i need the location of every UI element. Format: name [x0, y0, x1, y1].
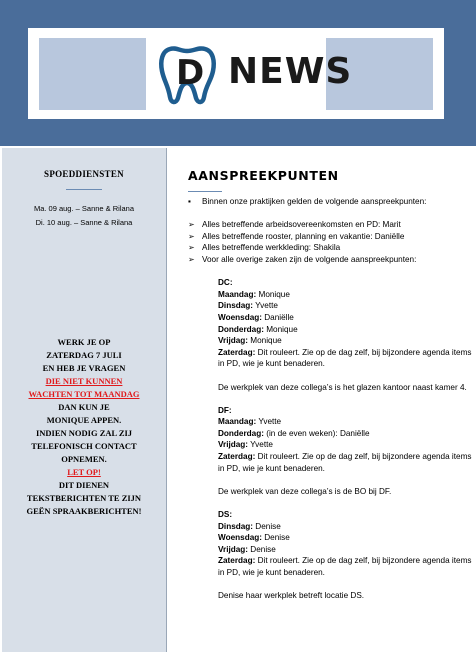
notice-line: DAN KUN JE [58, 402, 110, 412]
arrow-bullet-icon: ➢ [188, 243, 195, 253]
banner-panel-left [39, 38, 146, 110]
schedule-row [218, 451, 472, 474]
header-band [0, 0, 476, 146]
location-ds [188, 509, 472, 602]
arrow-item [188, 231, 472, 243]
day-label: Woensdag: [218, 312, 262, 322]
day-contact: Denise [253, 521, 281, 531]
day-label: Vrijdag: [218, 336, 249, 346]
notice-line: INDIEN NODIG ZAL ZIJ [35, 428, 133, 438]
location-name: DS: [218, 510, 233, 520]
location-note: De werkplek van deze collega’s is het glazen kantoor naast kamer 4. [218, 382, 467, 392]
day-contact: Monique [248, 336, 282, 346]
arrow-item [188, 219, 472, 231]
masthead-banner [28, 28, 444, 119]
duty-line: Ma. 09 aug. – Sanne & Rilana [33, 204, 135, 213]
notice-line-alert: DIE NIET KUNNEN [45, 376, 123, 386]
day-label: Dinsdag: [218, 521, 254, 531]
contacts-body [188, 196, 472, 602]
spacer [218, 370, 472, 382]
schedule-row [218, 555, 472, 578]
logo-letter: D [176, 53, 205, 93]
schedule-row [218, 416, 472, 428]
schedule-row [218, 335, 472, 347]
notice-block [2, 336, 166, 518]
day-label: Donderdag: [218, 324, 264, 334]
schedule-row [218, 544, 472, 556]
title-divider [188, 191, 222, 192]
duty-line: Di. 10 aug. – Sanne & Rilana [35, 218, 133, 227]
schedule-row [218, 532, 472, 544]
sidebar [2, 148, 167, 652]
location-name: DF: [218, 405, 232, 415]
arrow-bullet-icon: ➢ [188, 254, 195, 264]
day-label: Vrijdag: [218, 544, 249, 554]
notice-line: MONIQUE APPEN. [46, 415, 122, 425]
schedule-row [218, 312, 472, 324]
day-label: Maandag: [218, 417, 257, 427]
schedule-row [218, 521, 472, 533]
spacer [188, 497, 472, 509]
schedule-row [218, 300, 472, 312]
notice-line: TELEFONISCH CONTACT [31, 441, 137, 451]
spacer [218, 579, 472, 591]
day-contact: Denise [248, 544, 276, 554]
day-contact: (in de even weken): Daniëlle [263, 428, 370, 438]
schedule-row [218, 428, 472, 440]
schedule-row [218, 289, 472, 301]
location-note: Denise haar werkplek betreft locatie DS. [218, 591, 365, 601]
notice-line: OPNEMEN. [61, 454, 107, 464]
day-contact: Dit rouleert. Zie op de dag zelf, bij bijzondere agenda items in PD, wie je kunt benaderen. [218, 347, 472, 369]
notice-line: ZATERDAG 7 JULI [46, 350, 122, 360]
day-label: Zaterdag: [218, 452, 256, 462]
arrow-item-text: Alles betreffende arbeidsovereenkomsten en PD: Marit [202, 220, 401, 230]
spacer [188, 393, 472, 405]
notice-line: TEKSTBERICHTEN TE ZIJN [26, 493, 142, 503]
spacer [218, 474, 472, 486]
intro-item [188, 196, 472, 208]
notice-line: WERK JE OP [57, 337, 111, 347]
intro-text: Binnen onze praktijken gelden de volgende aanspreekpunten: [202, 197, 427, 206]
arrow-bullet-icon: ➢ [188, 231, 195, 241]
day-contact: Daniëlle [261, 312, 294, 322]
day-contact: Monique [256, 289, 290, 299]
logo-wordmark: NEWS [228, 51, 353, 92]
day-label: Zaterdag: [218, 556, 256, 566]
arrow-item-text: Alles betreffende werkkleding: Shakila [202, 243, 341, 253]
location-dc [188, 277, 472, 393]
day-contact: Monique [263, 324, 298, 334]
location-name: DC: [218, 278, 233, 288]
day-contact: Dit rouleert. Zie op de dag zelf, bij bijzondere agenda items in PD, wie je kunt benaderen. [218, 556, 472, 577]
day-contact: Yvette [253, 301, 278, 311]
arrow-item [188, 254, 472, 266]
day-label: Vrijdag: [218, 440, 249, 450]
square-bullet-icon: ▪ [188, 197, 191, 206]
dnews-logo [146, 38, 353, 110]
day-label: Dinsdag: [218, 301, 254, 311]
schedule-row [218, 324, 472, 336]
day-contact: Yvette [256, 417, 282, 427]
day-label: Zaterdag: [218, 347, 256, 357]
day-label: Woensdag: [218, 533, 262, 543]
sidebar-divider [66, 189, 102, 190]
arrow-item-text: Voor alle overige zaken zijn de volgende aanspreekpunten: [202, 254, 417, 264]
notice-line: GEËN SPRAAKBERICHTEN! [26, 506, 142, 516]
day-contact: Yvette [248, 440, 273, 450]
day-label: Maandag: [218, 289, 257, 299]
location-df [188, 405, 472, 498]
page-title: AANSPREEKPUNTEN [188, 168, 339, 183]
arrow-bullet-icon: ➢ [188, 220, 195, 230]
schedule-row [218, 347, 472, 370]
day-contact: Dit rouleert. Zie op de dag zelf, bij bijzondere agenda items in PD, wie je kunt benaderen. [218, 452, 472, 473]
main-column [170, 148, 474, 652]
day-contact: Denise [261, 533, 290, 543]
location-note: De werkplek van deze collega’s is de BO bij DF. [218, 486, 392, 496]
schedule-row [218, 439, 472, 451]
notice-line: DIT DIENEN [58, 480, 110, 490]
notice-line: EN HEB JE VRAGEN [42, 363, 126, 373]
spacer [188, 266, 472, 278]
arrow-item-text: Alles betreffende rooster, planning en vakantie: Daniëlle [202, 231, 405, 241]
day-label: Donderdag: [218, 428, 264, 438]
spacer [188, 208, 472, 220]
sidebar-title: SPOEDDIENSTEN [44, 169, 124, 179]
arrow-item [188, 242, 472, 254]
notice-line-alert: WACHTEN TOT MAANDAG [28, 389, 140, 399]
notice-line-alert: LET OP! [67, 467, 101, 477]
